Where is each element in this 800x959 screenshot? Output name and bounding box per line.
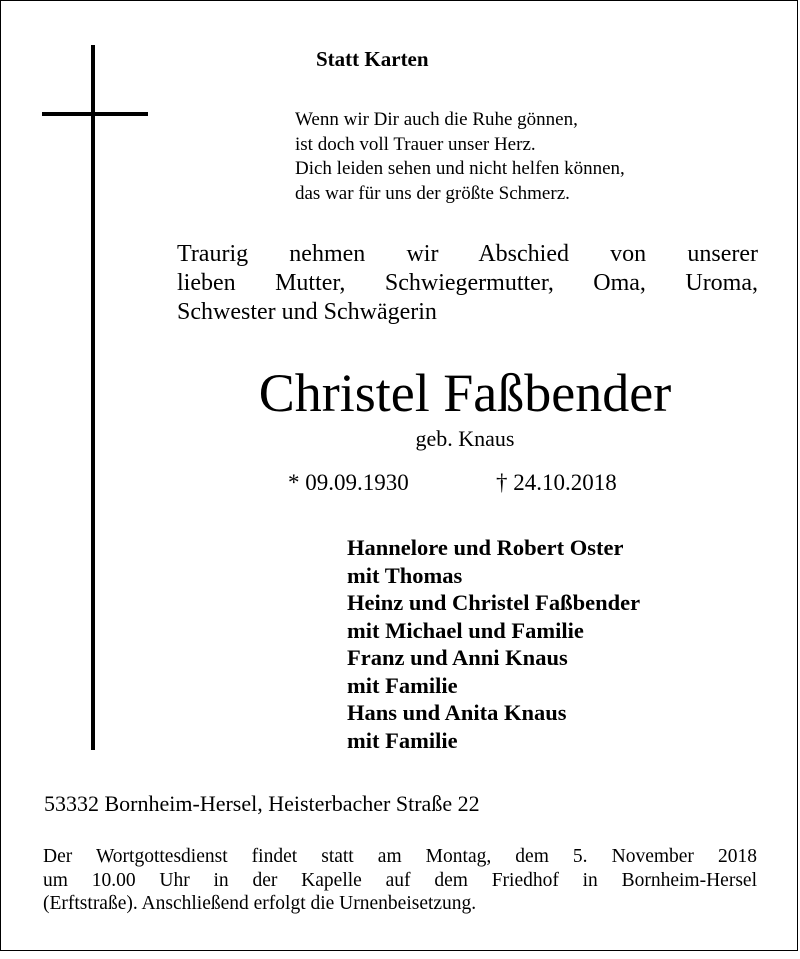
mourner-line: mit Thomas bbox=[347, 562, 463, 588]
service-notice-line: um 10.00 Uhr in der Kapelle auf dem Friedhof in Bornheim-Hersel bbox=[43, 869, 757, 891]
mourners-list bbox=[347, 534, 640, 754]
service-notice-line: (Erftstraße). Anschließend erfolgt die Urnenbeisetzung. bbox=[43, 893, 477, 914]
cross-symbol-vertical-bar bbox=[91, 45, 95, 750]
heading-statt-karten: Statt Karten bbox=[316, 47, 429, 71]
deceased-name: Christel Faßbender bbox=[258, 363, 672, 423]
maiden-name: geb. Knaus bbox=[415, 426, 515, 451]
mourner-line: Hannelore und Robert Oster bbox=[347, 535, 624, 560]
mourner-line: Franz und Anni Knaus bbox=[347, 645, 568, 670]
birth-date: * 09.09.1930 bbox=[288, 470, 409, 495]
family-address: 53332 Bornheim-Hersel, Heisterbacher Straße 22 bbox=[44, 791, 480, 816]
mourner-line: Heinz und Christel Faßbender bbox=[347, 590, 641, 615]
cross-symbol-horizontal-bar bbox=[42, 112, 148, 116]
mourner-line: mit Familie bbox=[347, 727, 458, 753]
service-notice-line: Der Wortgottesdienst findet statt am Montag, dem 5. November 2018 bbox=[43, 846, 757, 867]
poem-line: Wenn wir Dir auch die Ruhe gönnen, bbox=[295, 109, 578, 130]
mourner-line: mit Michael und Familie bbox=[347, 617, 584, 643]
mourner-line: mit Familie bbox=[347, 672, 458, 698]
intro-text bbox=[177, 240, 758, 327]
poem bbox=[295, 108, 625, 206]
mourner-line: Hans und Anita Knaus bbox=[347, 700, 567, 725]
poem-line: das war für uns der größte Schmerz. bbox=[295, 182, 570, 204]
intro-line: Traurig nehmen wir Abschied von unserer bbox=[177, 241, 758, 267]
intro-line: Schwester und Schwägerin bbox=[177, 299, 437, 325]
intro-line: lieben Mutter, Schwiegermutter, Oma, Uroma, bbox=[177, 270, 758, 296]
death-date: † 24.10.2018 bbox=[496, 470, 617, 495]
poem-line: Dich leiden sehen und nicht helfen können, bbox=[295, 158, 625, 179]
poem-line: ist doch voll Trauer unser Herz. bbox=[295, 133, 536, 155]
service-notice bbox=[43, 845, 757, 916]
